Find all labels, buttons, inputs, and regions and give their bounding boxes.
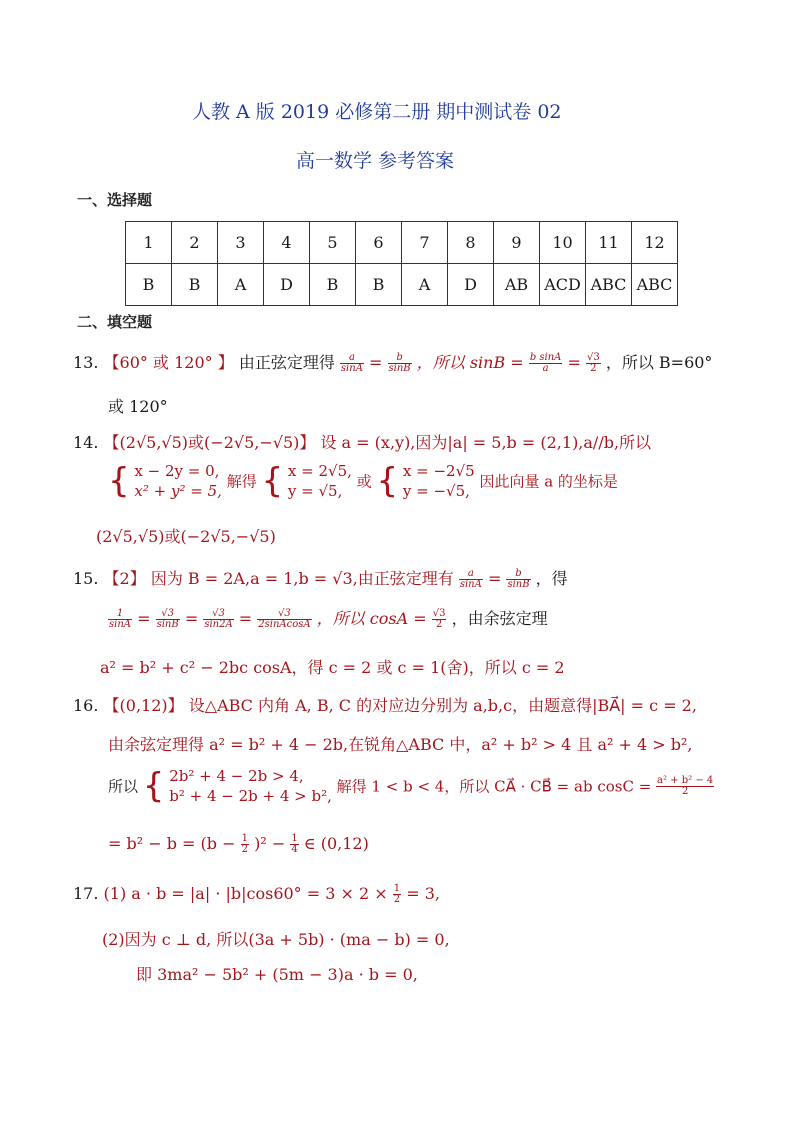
frac-num: 1 [241, 833, 248, 844]
frac-num: b [515, 568, 522, 579]
frac-den: 2 [393, 894, 401, 905]
q15-text: ，由余弦定理 [451, 609, 548, 628]
q13-text: 由正弦定理得 [238, 353, 335, 372]
q14-text: 解得 [226, 472, 257, 491]
q13-fraction [586, 353, 601, 374]
q15-text: ，得 [535, 569, 568, 588]
table-cell: 12 [632, 222, 678, 264]
frac-den: sinB [156, 619, 179, 630]
table-cell: B [310, 264, 356, 306]
table-cell: B [126, 264, 172, 306]
frac-num: √3 [432, 608, 446, 619]
table-cell: 7 [402, 222, 448, 264]
frac-num: a² + b² − 4 [657, 774, 714, 786]
section-heading-choice: 一、选择题 [77, 191, 153, 209]
brace-icon: { [376, 461, 399, 501]
q13-line1 [73, 350, 712, 374]
q15-equals: = [184, 609, 199, 628]
frac-den: 2 [241, 844, 248, 855]
q16-text: ∈ (0,12) [303, 834, 369, 853]
q17-text: = 3, [406, 884, 441, 903]
frac-num: 1 [291, 833, 298, 844]
system-line: b² + 4 − 2b + 4 > b², [169, 787, 332, 805]
q17-fraction [393, 884, 401, 905]
system-line: x − 2y = 0, [134, 462, 220, 480]
q16-line3 [108, 766, 714, 806]
frac-num: b sinA [529, 352, 562, 363]
q16-line1 [73, 693, 697, 716]
table-cell: A [218, 264, 264, 306]
q14-number: 14. [73, 433, 99, 452]
q15-number: 15. [73, 569, 99, 588]
frac-den: 2 [432, 619, 447, 630]
q16-fraction [656, 776, 714, 797]
table-cell: 1 [126, 222, 172, 264]
system-line: y = −√5, [402, 482, 470, 500]
q17-text: (1) a · b = |a| · |b|cos60° = 3 × 2 × [103, 884, 388, 903]
table-cell: 8 [448, 222, 494, 264]
frac-den: sinB [507, 579, 530, 590]
q15-fraction [432, 609, 447, 630]
q16-number: 16. [73, 696, 99, 715]
q13-fraction [388, 353, 412, 374]
q14-answer: 【(2√5,√5)或(−2√5,−√5)】 [103, 433, 316, 452]
frac-den: sinB [388, 363, 411, 374]
q14-line3: (2√5,√5)或(−2√5,−√5) [96, 527, 276, 546]
q15-fraction [108, 609, 132, 630]
q15-line2 [108, 606, 548, 630]
q15-line1 [73, 566, 568, 590]
table-cell: D [448, 264, 494, 306]
table-cell: AB [494, 264, 540, 306]
q15-equals: = [137, 609, 151, 628]
q15-text: 因为 B = 2A,a = 1,b = √3,由正弦定理有 [150, 569, 454, 588]
brace-icon: { [142, 766, 165, 806]
q16-text: 设△ABC 内角 A, B, C 的对应边分别为 a,b,c，由题意得|BA⃗| = c = 2, [188, 696, 697, 715]
frac-den: sinA [109, 619, 131, 630]
table-cell: 11 [586, 222, 632, 264]
q15-equals: = [487, 569, 502, 588]
q14-text: 或 [356, 472, 372, 491]
q17-line1 [73, 884, 440, 905]
table-cell: 3 [218, 222, 264, 264]
q14-text: 因此向量 a 的坐标是 [479, 472, 618, 491]
table-cell: ABC [632, 264, 678, 306]
q15-line3: a² = b² + c² − 2bc cosA，得 c = 2 或 c = 1(舍)，所以 c = 2 [100, 658, 565, 677]
table-cell: 6 [356, 222, 402, 264]
frac-num: √3 [278, 608, 291, 619]
frac-den: a [529, 363, 563, 374]
frac-num: a [467, 568, 474, 579]
q15-fraction [506, 569, 530, 590]
table-cell: 10 [540, 222, 586, 264]
frac-den: 2 [586, 363, 601, 374]
table-cell: 9 [494, 222, 540, 264]
q15-fraction [459, 569, 483, 590]
q14-system3 [403, 461, 475, 501]
q15-equals: = [238, 609, 253, 628]
q13-answer: 【60° 或 120° 】 [103, 353, 234, 372]
q13-equals: = [369, 353, 383, 372]
brace-icon: { [261, 461, 284, 501]
q15-text: ，所以 cosA = [316, 609, 427, 628]
document-title: 人教 A 版 2019 必修第二册 期中测试卷 02 [192, 101, 562, 123]
frac-den: sinA [459, 579, 482, 590]
q16-answer: 【(0,12)】 [103, 696, 184, 715]
q14-system1 [134, 461, 221, 501]
table-cell: ACD [540, 264, 586, 306]
q16-system [169, 766, 332, 806]
system-line: x² + y² = 5, [134, 482, 222, 500]
frac-num: √3 [586, 352, 600, 363]
system-line: x = −2√5 [402, 462, 475, 480]
q16-text: = b² − b = (b − [108, 834, 236, 853]
frac-num: √3 [161, 608, 175, 619]
system-line: 2b² + 4 − 2b > 4, [169, 767, 304, 785]
q16-fraction [241, 834, 249, 855]
q16-text: )² − [254, 834, 286, 853]
system-line: y = √5, [287, 482, 343, 500]
q13-line2: 或 120° [108, 397, 168, 416]
q16-fraction [290, 834, 298, 855]
frac-den: sin2A [204, 619, 233, 630]
q14-line1 [73, 430, 651, 453]
answer-table-number-row [126, 222, 678, 264]
table-cell: 2 [172, 222, 218, 264]
frac-num: b [396, 352, 403, 363]
q15-fraction [257, 609, 311, 630]
table-cell: ABC [586, 264, 632, 306]
q13-equals: = [567, 353, 581, 372]
q14-line2 [108, 461, 618, 501]
frac-num: √3 [212, 608, 225, 619]
frac-den: 2sinAcosA [258, 619, 311, 630]
frac-den: 2 [656, 786, 714, 797]
q14-text: 设 a = (x,y),因为|a| = 5,b = (2,1),a//b,所以 [320, 433, 652, 452]
q13-number: 13. [73, 353, 99, 372]
q14-system2 [288, 461, 352, 501]
table-cell: B [172, 264, 218, 306]
section-heading-fill: 二、填空题 [77, 313, 153, 331]
document-subtitle: 高一数学 参考答案 [296, 150, 455, 172]
brace-icon: { [108, 461, 130, 501]
frac-den: 4 [291, 844, 298, 855]
q16-text: 所以 [108, 777, 139, 796]
q15-answer: 【2】 [103, 569, 146, 588]
q16-line2: 由余弦定理得 a² = b² + 4 − 2b,在锐角△ABC 中，a² + b² > 4 且 a² + 4 > b², [108, 735, 693, 754]
q13-fraction [340, 353, 364, 374]
table-cell: D [264, 264, 310, 306]
q13-fraction [529, 353, 563, 374]
system-line: x = 2√5, [287, 462, 352, 480]
frac-den: sinA [340, 363, 363, 374]
q13-text: ，所以 sinB = [416, 353, 524, 372]
table-cell: A [402, 264, 448, 306]
q16-line4 [108, 834, 369, 855]
q15-fraction [156, 609, 180, 630]
table-cell: B [356, 264, 402, 306]
q17-number: 17. [73, 884, 99, 903]
table-cell: 4 [264, 222, 310, 264]
frac-num: 1 [393, 883, 401, 894]
answer-table-answer-row [126, 264, 678, 306]
q15-fraction [203, 609, 233, 630]
q17-line2: (2)因为 c ⊥ d, 所以(3a + 5b) · (ma − b) = 0, [102, 930, 450, 949]
frac-num: a [348, 352, 355, 363]
q13-text: ，所以 B=60° [605, 353, 713, 372]
q16-text: 解得 1 < b < 4，所以 CA⃗ · CB⃗ = ab cosC = [336, 777, 652, 796]
q17-line3: 即 3ma² − 5b² + (5m − 3)a · b = 0, [136, 965, 418, 984]
answer-table [125, 221, 678, 306]
table-cell: 5 [310, 222, 356, 264]
frac-num: 1 [116, 608, 124, 619]
